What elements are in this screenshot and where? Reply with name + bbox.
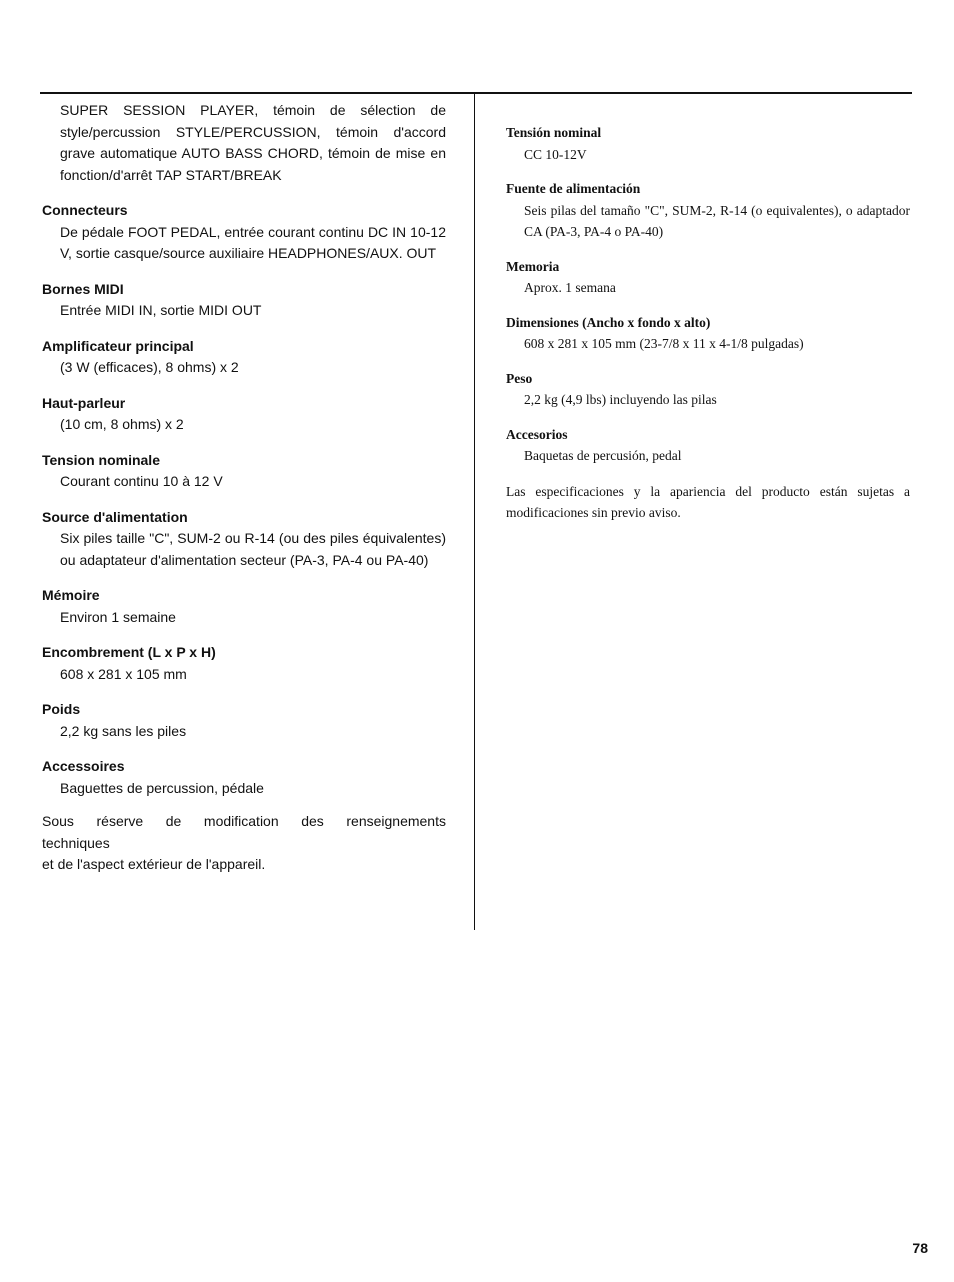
fr-intro: SUPER SESSION PLAYER, témoin de sélection de style/percussion STYLE/PERCUSSION, témoin d'accord grave automatique AUTO BASS CHORD, témoin de mise en fonction/d'arrêt TAP START/BREAK [60, 102, 446, 183]
fr-heading: Source d'alimentation [42, 508, 188, 525]
fr-body: 608 x 281 x 105 mm [60, 665, 187, 682]
fr-heading: Accessoires [42, 758, 125, 774]
fr-section-source [42, 507, 446, 572]
es-section-peso [506, 368, 910, 411]
fr-note [42, 811, 446, 876]
es-section-memoria [506, 256, 910, 299]
french-column [42, 100, 446, 876]
fr-body: (10 cm, 8 ohms) x 2 [60, 416, 184, 432]
fr-note-line: Sous réserve de modification des renseignements [42, 813, 446, 829]
es-section-dimensiones [506, 312, 910, 355]
es-heading: Tensión nominal [506, 125, 602, 140]
fr-body: Courant continu 10 à 12 V [60, 473, 223, 489]
es-body: Seis pilas del tamaño "C", SUM-2, R-14 (o equivalentes), o adaptador CA (PA-3, PA-4 o PA-40) [524, 202, 910, 239]
es-heading: Peso [506, 370, 533, 386]
fr-section-connecteurs [42, 200, 446, 265]
fr-heading: Poids [42, 701, 81, 717]
fr-body: Baguettes de percussion, pédale [60, 779, 264, 796]
es-heading: Accesorios [506, 426, 568, 442]
es-heading: Memoria [506, 258, 560, 274]
fr-section-encombrement [42, 642, 446, 685]
es-heading: Fuente de alimentación [506, 181, 641, 196]
fr-heading: Tension nominale [42, 451, 160, 468]
fr-body: Environ 1 semaine [60, 608, 176, 625]
fr-section-tension [42, 450, 446, 493]
fr-body: De pédale FOOT PEDAL, entrée courant continu DC IN 10-12 V, sortie casque/source auxiliaire HEADPHONES/AUX. OUT [60, 223, 446, 261]
fr-section-memoire [42, 585, 446, 628]
spanish-column [506, 122, 910, 524]
es-body: Aprox. 1 semana [524, 280, 616, 295]
fr-heading: Connecteurs [42, 202, 128, 218]
fr-body: Entrée MIDI IN, sortie MIDI OUT [60, 302, 262, 318]
es-heading: Dimensiones (Ancho x fondo x alto) [506, 314, 711, 330]
fr-section-haut-parleur [42, 393, 446, 436]
fr-section-amplificateur [42, 336, 446, 379]
top-rule [40, 92, 912, 94]
fr-body: (3 W (efficaces), 8 ohms) x 2 [60, 359, 239, 375]
fr-note-line: techniques [42, 834, 110, 851]
fr-heading: Haut-parleur [42, 394, 126, 411]
es-section-tension [506, 122, 910, 165]
fr-section-accessoires [42, 756, 446, 799]
fr-heading: Bornes MIDI [42, 280, 124, 297]
page-number: 78 [912, 1240, 928, 1256]
fr-section-bornes-midi [42, 279, 446, 322]
fr-body: Six piles taille "C", SUM-2 ou R-14 (ou des piles équivalentes) ou adaptateur d'alimentation secteur (PA-3, PA-4 ou PA-40) [60, 530, 446, 568]
es-body: CC 10-12V [524, 146, 587, 162]
es-body: Baquetas de percusión, pedal [524, 448, 682, 463]
es-section-accesorios [506, 424, 910, 467]
es-body: 2,2 kg (4,9 lbs) incluyendo las pilas [524, 392, 717, 407]
es-section-fuente [506, 178, 910, 243]
column-divider [474, 92, 475, 930]
fr-heading: Amplificateur principal [42, 337, 194, 354]
fr-heading: Mémoire [42, 587, 100, 603]
fr-section-poids [42, 699, 446, 742]
fr-note-line: et de l'aspect extérieur de l'appareil. [42, 856, 266, 872]
es-note: Las especificaciones y la apariencia del producto están sujetas a modificaciones sin previo aviso. [506, 483, 910, 520]
fr-heading: Encombrement (L x P x H) [42, 644, 216, 660]
fr-body: 2,2 kg sans les piles [60, 722, 187, 739]
es-body: 608 x 281 x 105 mm (23-7/8 x 11 x 4-1/8 pulgadas) [524, 336, 804, 351]
